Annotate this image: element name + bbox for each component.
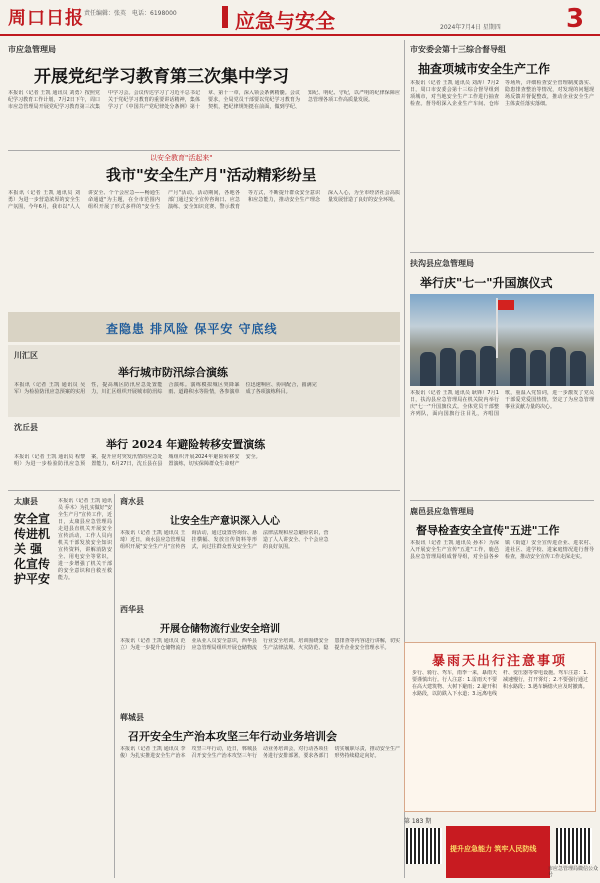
- xihua-headline: 开展仓储物流行业安全培训: [160, 624, 280, 635]
- dancheng-headline: 召开安全生产治本攻坚三年行动业务培训会: [128, 730, 337, 743]
- taikang-body: 本报讯（记者 王凯 通讯员 乔木）为扎实做好"安全生产月"宣传工作，近日，太康县应急管理局走进县直机关开展安全宣传活动，工作人员向机关干部发放安全知识宣传资料，讲解消防安全、用电安全等常识，进一步增强了机关干部的安全意识和自救互救能力。: [58, 498, 112, 581]
- dancheng-body: 本报讯（记者 王凯 通讯员 李俊）为扎实推进安全生产治本攻坚三年行动，近日，郸城县召开安全生产治本攻坚三年行动业务培训会，对行动各项任务进行安排部署，要求各部门切实履职尽责，推动安全生产形势持续稳定向好。: [120, 746, 400, 759]
- xihua-body: 本报讯（记者 王凯 通讯员 范立）为进一步提升仓储物流行业从业人员安全意识，西华县应急管理局组织开展仓储物流行业安全培训。培训围绕安全生产法律法规、火灾防范、隐患排查等内容进行讲解，切实提升企业安全管理水平。: [120, 638, 400, 651]
- divider: [410, 252, 594, 253]
- dancheng-county: 郸城县: [120, 713, 144, 722]
- divider: [114, 494, 115, 878]
- lead-dept: 市应急管理局: [8, 45, 56, 54]
- shangshui-body: 本报讯（记者 王凯 通讯员 王琦）近日，商水县应急管理局组织开展"安全生产月"宣传咨询活动，通过设置咨询台、悬挂横幅、发放宣传资料等形式，向过往群众普及安全生产法律法规和应急避险常识，营造了人人讲安全、个个会应急的良好氛围。: [120, 530, 329, 550]
- issue-label: 第 183 期: [404, 818, 432, 825]
- shangshui-headline: 让安全生产意识深入人心: [170, 516, 280, 527]
- notice-title: 暴雨天出行注意事项: [432, 654, 568, 669]
- lead-headline: 开展党纪学习教育第三次集中学习: [34, 67, 289, 87]
- divider: [8, 490, 400, 491]
- xihua-county: 西华县: [120, 605, 144, 614]
- month-body: 本报讯（记者 王凯 通讯员 刘勇）为进一步营造浓厚的安全生产氛围，今年6月，我市以"人人讲安全、个个会应急——畅通生命通道"为主题，在全市范围内组织开展了形式多样的"安全生产月"活动。活动期间，各地各部门通过安全宣传咨询日、应急演练、安全知识竞赛、警示教育等方式，不断提升群众安全意识和应急能力，推动安全生产理念深入人心，为全市经济社会高质量发展营造了良好的安全环境。: [8, 190, 400, 210]
- committee-headline: 抽查项城市安全生产工作: [418, 62, 551, 76]
- qr-caption: 市应急管理局微信公众号: [548, 866, 599, 878]
- taikang-headline: 安全宣传进机关 强化宣传护平安: [14, 512, 51, 586]
- qr-code-icon: [556, 828, 592, 864]
- ad-slogan: 提升应急能力 筑牢人民防线: [450, 844, 537, 853]
- fugou-dept: 扶沟县应急管理局: [410, 259, 474, 268]
- shenqiu-body: 本报讯（记者 王凯 通讯员 程黎明）为进一步检验防汛应急预案，提升应对突发汛情的应急处置能力，6月27日，沈丘县在县城组织开展2024年避险转移安置演练，切实保障群众生命财产安全。: [14, 454, 261, 467]
- luyi-body: 本报讯（记者 王凯 通讯员 孙本）为深入开展安全生产宣传"五进"工作，鹿邑县应急管理局组成督导组，对全县各乡镇（街道）安全宣传进企业、进农村、进社区、进学校、进家庭情况进行督导检查，推动安全宣传工作走深走实。: [410, 540, 594, 560]
- notice-body: 步行、骑行、驾车，雨季一来，暴雨天要谨慎出行。行人注意：1.雷雨天不要在高大建筑物、大树下避雨；2.避开积水路段，以防跌入下水道；3.远离电线杆、变压器等带电设施。驾车注意：1.减速慢行，打开雾灯；2.不要强行通过积水路段；3.遇车辆熄火应及时撤离。: [412, 670, 588, 697]
- committee-body: 本报讯（记者 王凯 通讯员 刘涛）7月2日，周口市安委会第十三综合督导组到项城市，对当地安全生产工作进行抽查检查。督导组深入企业生产车间、仓库等场所，详细检查安全管理制度落实、隐患排查整治等情况，对发现的问题现场反馈并督促整改，推动企业安全生产主体责任落实落细。: [410, 80, 594, 107]
- month-kicker: 以安全教育"活起来": [150, 154, 213, 162]
- flag-ceremony-photo: [410, 294, 594, 386]
- fugou-headline: 举行庆"七一"升国旗仪式: [420, 276, 553, 290]
- chuanhui-headline: 举行城市防汛综合演练: [118, 366, 228, 379]
- editor-line: 责任编辑：张英 电话：6198000: [84, 10, 177, 17]
- lead-body: 本报讯（记者 王凯 通讯员 刘勇）按照党纪学习教育工作计划，7月2日下午，周口市应急管理局开展党纪学习教育第三次集中学习会。会议传达学习了习近平总书记关于党纪学习教育的重要讲话精神，集体学习了《中国共产党纪律处分条例》第十章、第十一章，深入领会条例精髓。会议要求，全局党员干部要以党纪学习教育为契机，把纪律规矩挺在前面，做到学纪、知纪、明纪、守纪，以严明的纪律保障应急管理各项工作高质量发展。: [8, 90, 400, 110]
- chuanhui-body: 本报讯（记者 王凯 通讯员 吴军）为检验防汛应急预案的实用性，提高城区防汛应急处置能力，川汇区组织开展城市防汛综合演练。演练模拟城区突降暴雨、道路积水等险情，各参演单位迅速响应、协同配合，圆满完成了各项演练科目。: [14, 382, 317, 395]
- fugou-body: 本报讯（记者 王凯 通讯员 耿锋）7月1日，扶沟县应急管理局在机关院内举行庆"七一"升国旗仪式。全体党员干部整齐列队，面向国旗行注目礼，齐唱国歌，重温入党誓词，进一步激发了党员干部爱党爱国热情，坚定了为应急管理事业贡献力量的决心。: [410, 390, 594, 417]
- section-title: 应急与安全: [235, 9, 335, 33]
- newspaper-logo: 周口日报: [8, 8, 84, 29]
- shangshui-county: 商水县: [120, 497, 144, 506]
- qr-code-icon: [406, 828, 442, 864]
- luyi-headline: 督导检查安全宣传"五进"工作: [416, 524, 560, 537]
- shenqiu-county: 沈丘县: [14, 423, 38, 432]
- luyi-dept: 鹿邑县应急管理局: [410, 507, 474, 516]
- divider: [8, 150, 400, 151]
- banner-text: 查隐患 排风险 保平安 守底线: [106, 322, 278, 336]
- page-number: 3: [566, 4, 585, 34]
- divider: [410, 500, 594, 501]
- taikang-county: 太康县: [14, 497, 38, 506]
- month-headline: 我市"安全生产月"活动精彩纷呈: [106, 166, 317, 184]
- shenqiu-headline: 举行 2024 年避险转移安置演练: [106, 438, 266, 451]
- chuanhui-county: 川汇区: [14, 351, 38, 360]
- issue-date: 2024年7月4日 星期四: [440, 24, 501, 31]
- committee-dept: 市安委会第十三综合督导组: [410, 45, 506, 54]
- section-marker-icon: [222, 6, 228, 28]
